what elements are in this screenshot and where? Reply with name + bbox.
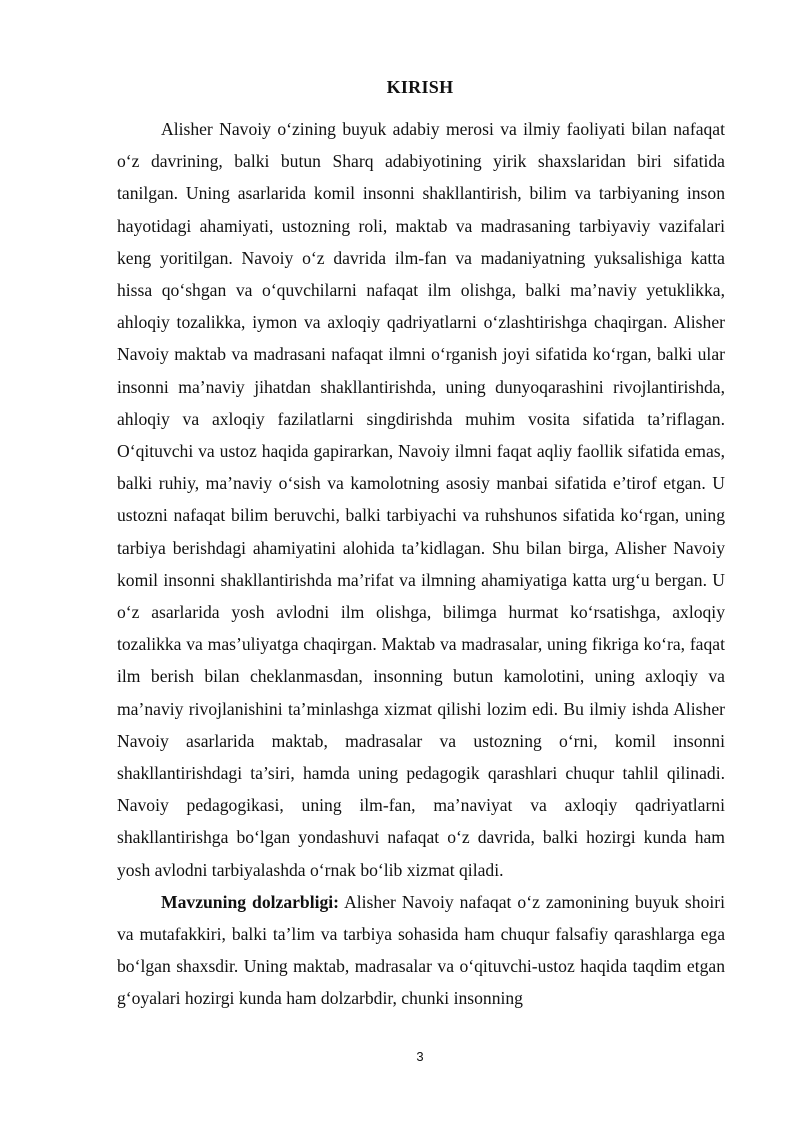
intro-paragraph: Alisher Navoiy o‘zining buyuk adabiy merosi va ilmiy faoliyati bilan nafaqat o‘z davrining, balki butun Sharq adabiyotining yirik shaxslaridan biri sifatida tanilgan. Uning asarlarida komil insonni shakllantirish, bilim va tarbiyaning inson hayotidagi ahamiyati, ustozning roli, maktab va madrasaning tarbiyaviy vazifalari keng yoritilgan. Navoiy o‘z davrida ilm-fan va madaniyatning yuksalishiga katta hissa qo‘shgan va o‘quvchilarni nafaqat ilm olishga, balki ma’naviy yetuklikka, ahloqiy tozalikka, iymon va axloqiy qadriyatlarni o‘zlashtirishga chaqirgan. Alisher Navoiy maktab va madrasani nafaqat ilmni o‘rganish joyi sifatida ko‘rgan, balki ular insonni ma’naviy jihatdan shakllantirishda, uning dunyoqarashini rivojlantirishda, ahloqiy va axloqiy fazilatlarni singdirishda muhim vosita sifatida ta’riflagan. O‘qituvchi va ustoz haqida gapirarkan, Navoiy ilmni faqat aqliy faollik sifatida emas, balki ruhiy, ma’naviy o‘sish va kamolotning asosiy manbai sifatida e’tirof etgan. U ustozni nafaqat bilim beruvchi, balki tarbiyachi va ruhshunos sifatida ko‘rgan, uning tarbiya berishdagi ahamiyatini alohida ta’kidlagan. Shu bilan birga, Alisher Navoiy komil insonni shakllantirishda ma’rifat va ilmning ahamiyatiga katta urg‘u bergan. U o‘z asarlarida yosh avlodni ilm olishga, bilimga hurmat ko‘rsatishga, axloqiy tozalikka va mas’uliyatga chaqirgan. Maktab va madrasalar, uning fikriga ko‘ra, faqat ilm berish bilan cheklanmasdan, insonning butun kamolotini, uning axloqiy va ma’naviy rivojlanishini ta’minlashga xizmat qilishi lozim edi. Bu ilmiy ishda Alisher Navoiy asarlarida maktab, madrasalar va ustozning o‘rni, komil insonni shakllantirishdagi ta’siri, hamda uning pedagogik qarashlari chuqur tahlil qilinadi. Navoiy pedagogikasi, uning ilm-fan, ma’naviyat va axloqiy qadriyatlarni shakllantirishga bo‘lgan yondashuvi nafaqat o‘z davrida, balki hozirgi kunda ham yosh avlodni tarbiyalashda o‘rnak bo‘lib xizmat qiladi. — [117, 119, 725, 880]
body-text — [117, 113, 725, 1015]
relevance-lead: Mavzuning dolzarbligi: — [161, 891, 340, 912]
page-number: 3 — [416, 1049, 424, 1064]
relevance-paragraph — [117, 886, 725, 1015]
relevance-text: Alisher Navoiy nafaqat o‘z zamonining buyuk shoiri va mutafakkiri, balki ta’lim va tarbiya sohasida ham chuqur falsafiy qarashlarga ega bo‘lgan shaxsdir. Uning maktab, madrasalar va o‘qituvchi-ustoz haqida taqdim etgan g‘oyalari hozirgi kunda ham dolzarbdir, chunki insonning — [117, 891, 726, 1009]
section-heading: KIRISH — [386, 77, 454, 97]
